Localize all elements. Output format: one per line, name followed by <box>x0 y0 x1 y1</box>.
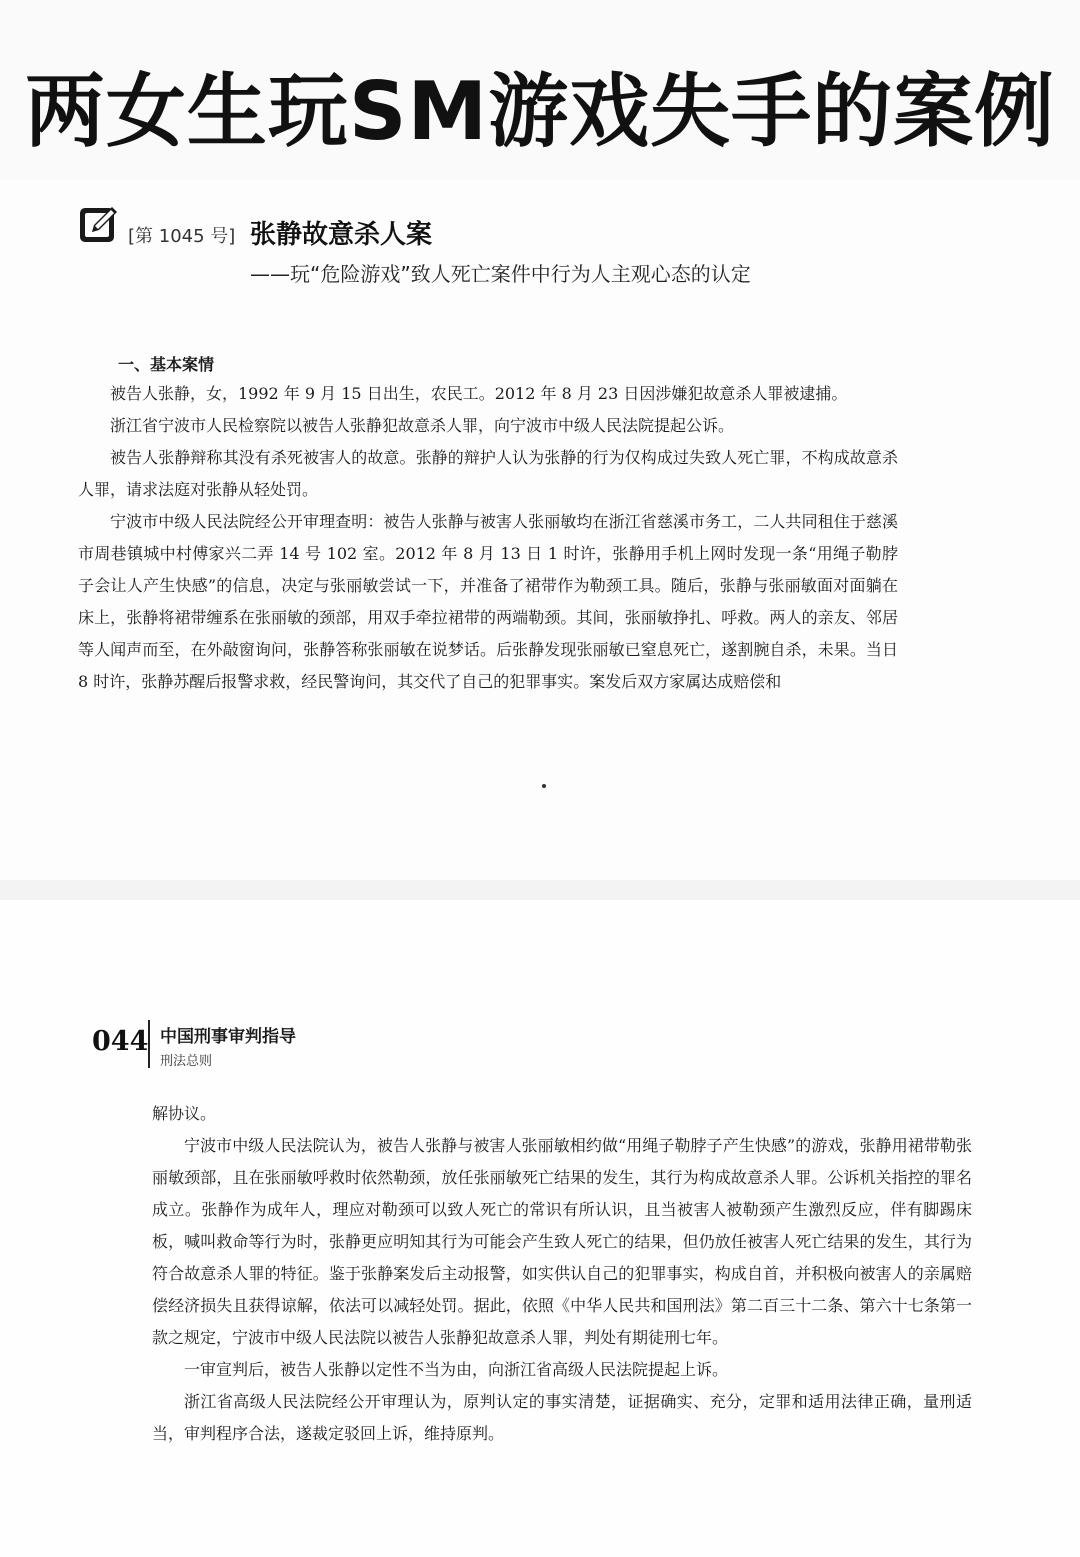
judgment-text <box>152 1098 972 1450</box>
banner <box>0 0 1080 180</box>
paragraph: 一审宣判后，被告人张静以定性不当为由，向浙江省高级人民法院提起上诉。 <box>184 1360 729 1379</box>
page-number: 044 <box>92 1026 149 1057</box>
journal-name: 中国刑事审判指导 <box>160 1027 296 1047</box>
case-title: 张静故意杀人案 <box>250 220 433 250</box>
paragraph: 浙江省宁波市人民检察院以被告人张静犯故意杀人罪，向宁波市中级人民法院提起公诉。 <box>110 416 735 435</box>
page-two <box>0 900 1080 1557</box>
page-one <box>0 180 1080 880</box>
page-dot <box>542 784 546 788</box>
paragraph: 浙江省高级人民法院经公开审理认为，原判认定的事实清楚，证据确实、充分，定罪和适用法律正确，量刑适当，审判程序合法，遂裁定驳回上诉，维持原判。 <box>152 1392 972 1443</box>
paragraph: 解协议。 <box>152 1104 217 1123</box>
edit-note-icon <box>78 202 122 246</box>
banner-title: 两女生玩SM游戏失手的案例 <box>24 65 1056 158</box>
paragraph: 被告人张静辩称其没有杀死被害人的故意。张静的辩护人认为张静的行为仅构成过失致人死亡罪，不构成故意杀人罪，请求法庭对张静从轻处罚。 <box>78 448 898 499</box>
case-facts <box>78 378 898 698</box>
case-number: [第 1045 号] <box>128 226 236 247</box>
case-subtitle: ——玩“危险游戏”致人死亡案件中行为人主观心态的认定 <box>250 262 751 286</box>
section-heading: 一、基本案情 <box>118 355 215 374</box>
journal-section: 刑法总则 <box>160 1054 213 1069</box>
paragraph: 宁波市中级人民法院认为，被告人张静与被害人张丽敏相约做“用绳子勒脖子产生快感”的游戏，张静用裙带勒张丽敏颈部，且在张丽敏呼救时依然勒颈，放任张丽敏死亡结果的发生，其行为构成故意杀人罪。公诉机关指控的罪名成立。张静作为成年人，理应对勒颈可以致人死亡的常识有所认识，且当被害人被勒颈产生激烈反应，伴有脚踢床板，喊叫救命等行为时，张静更应明知其行为可能会产生致人死亡的结果，但仍放任被害人死亡结果的发生，其行为符合故意杀人罪的特征。鉴于张静案发后主动报警，如实供认自己的犯罪事实，构成自首，并积极向被害人的亲属赔偿经济损失且获得谅解，依法可以减轻处罚。据此，依照《中华人民共和国刑法》第二百三十二条、第六十七条第一款之规定，宁波市中级人民法院以被告人张静犯故意杀人罪，判处有期徒刑七年。 <box>152 1136 972 1347</box>
paragraph: 被告人张静，女，1992 年 9 月 15 日出生，农民工。2012 年 8 月 23 日因涉嫌犯故意杀人罪被逮捕。 <box>110 384 848 403</box>
paragraph: 宁波市中级人民法院经公开审理查明：被告人张静与被害人张丽敏均在浙江省慈溪市务工，二人共同租住于慈溪市周巷镇城中村傅家兴二弄 14 号 102 室。2012 年 8 月 13 日 1 时许，张静用手机上网时发现一条“用绳子勒脖子会让人产生快感”的信息，决定与张丽敏尝试一下，并准备了裙带作为勒颈工具。随后，张静与张丽敏面对面躺在床上，张静将裙带缠系在张丽敏的颈部，用双手牵拉裙带的两端勒颈。其间，张丽敏挣扎、呼救。两人的亲友、邻居等人闻声而至，在外敲窗询问，张静答称张丽敏在说梦话。后张静发现张丽敏已窒息死亡，遂割腕自杀，未果。当日 8 时许，张静苏醒后报警求救，经民警询问，其交代了自己的犯罪事实。案发后双方家属达成赔偿和 <box>78 512 898 691</box>
header-divider <box>148 1020 150 1068</box>
